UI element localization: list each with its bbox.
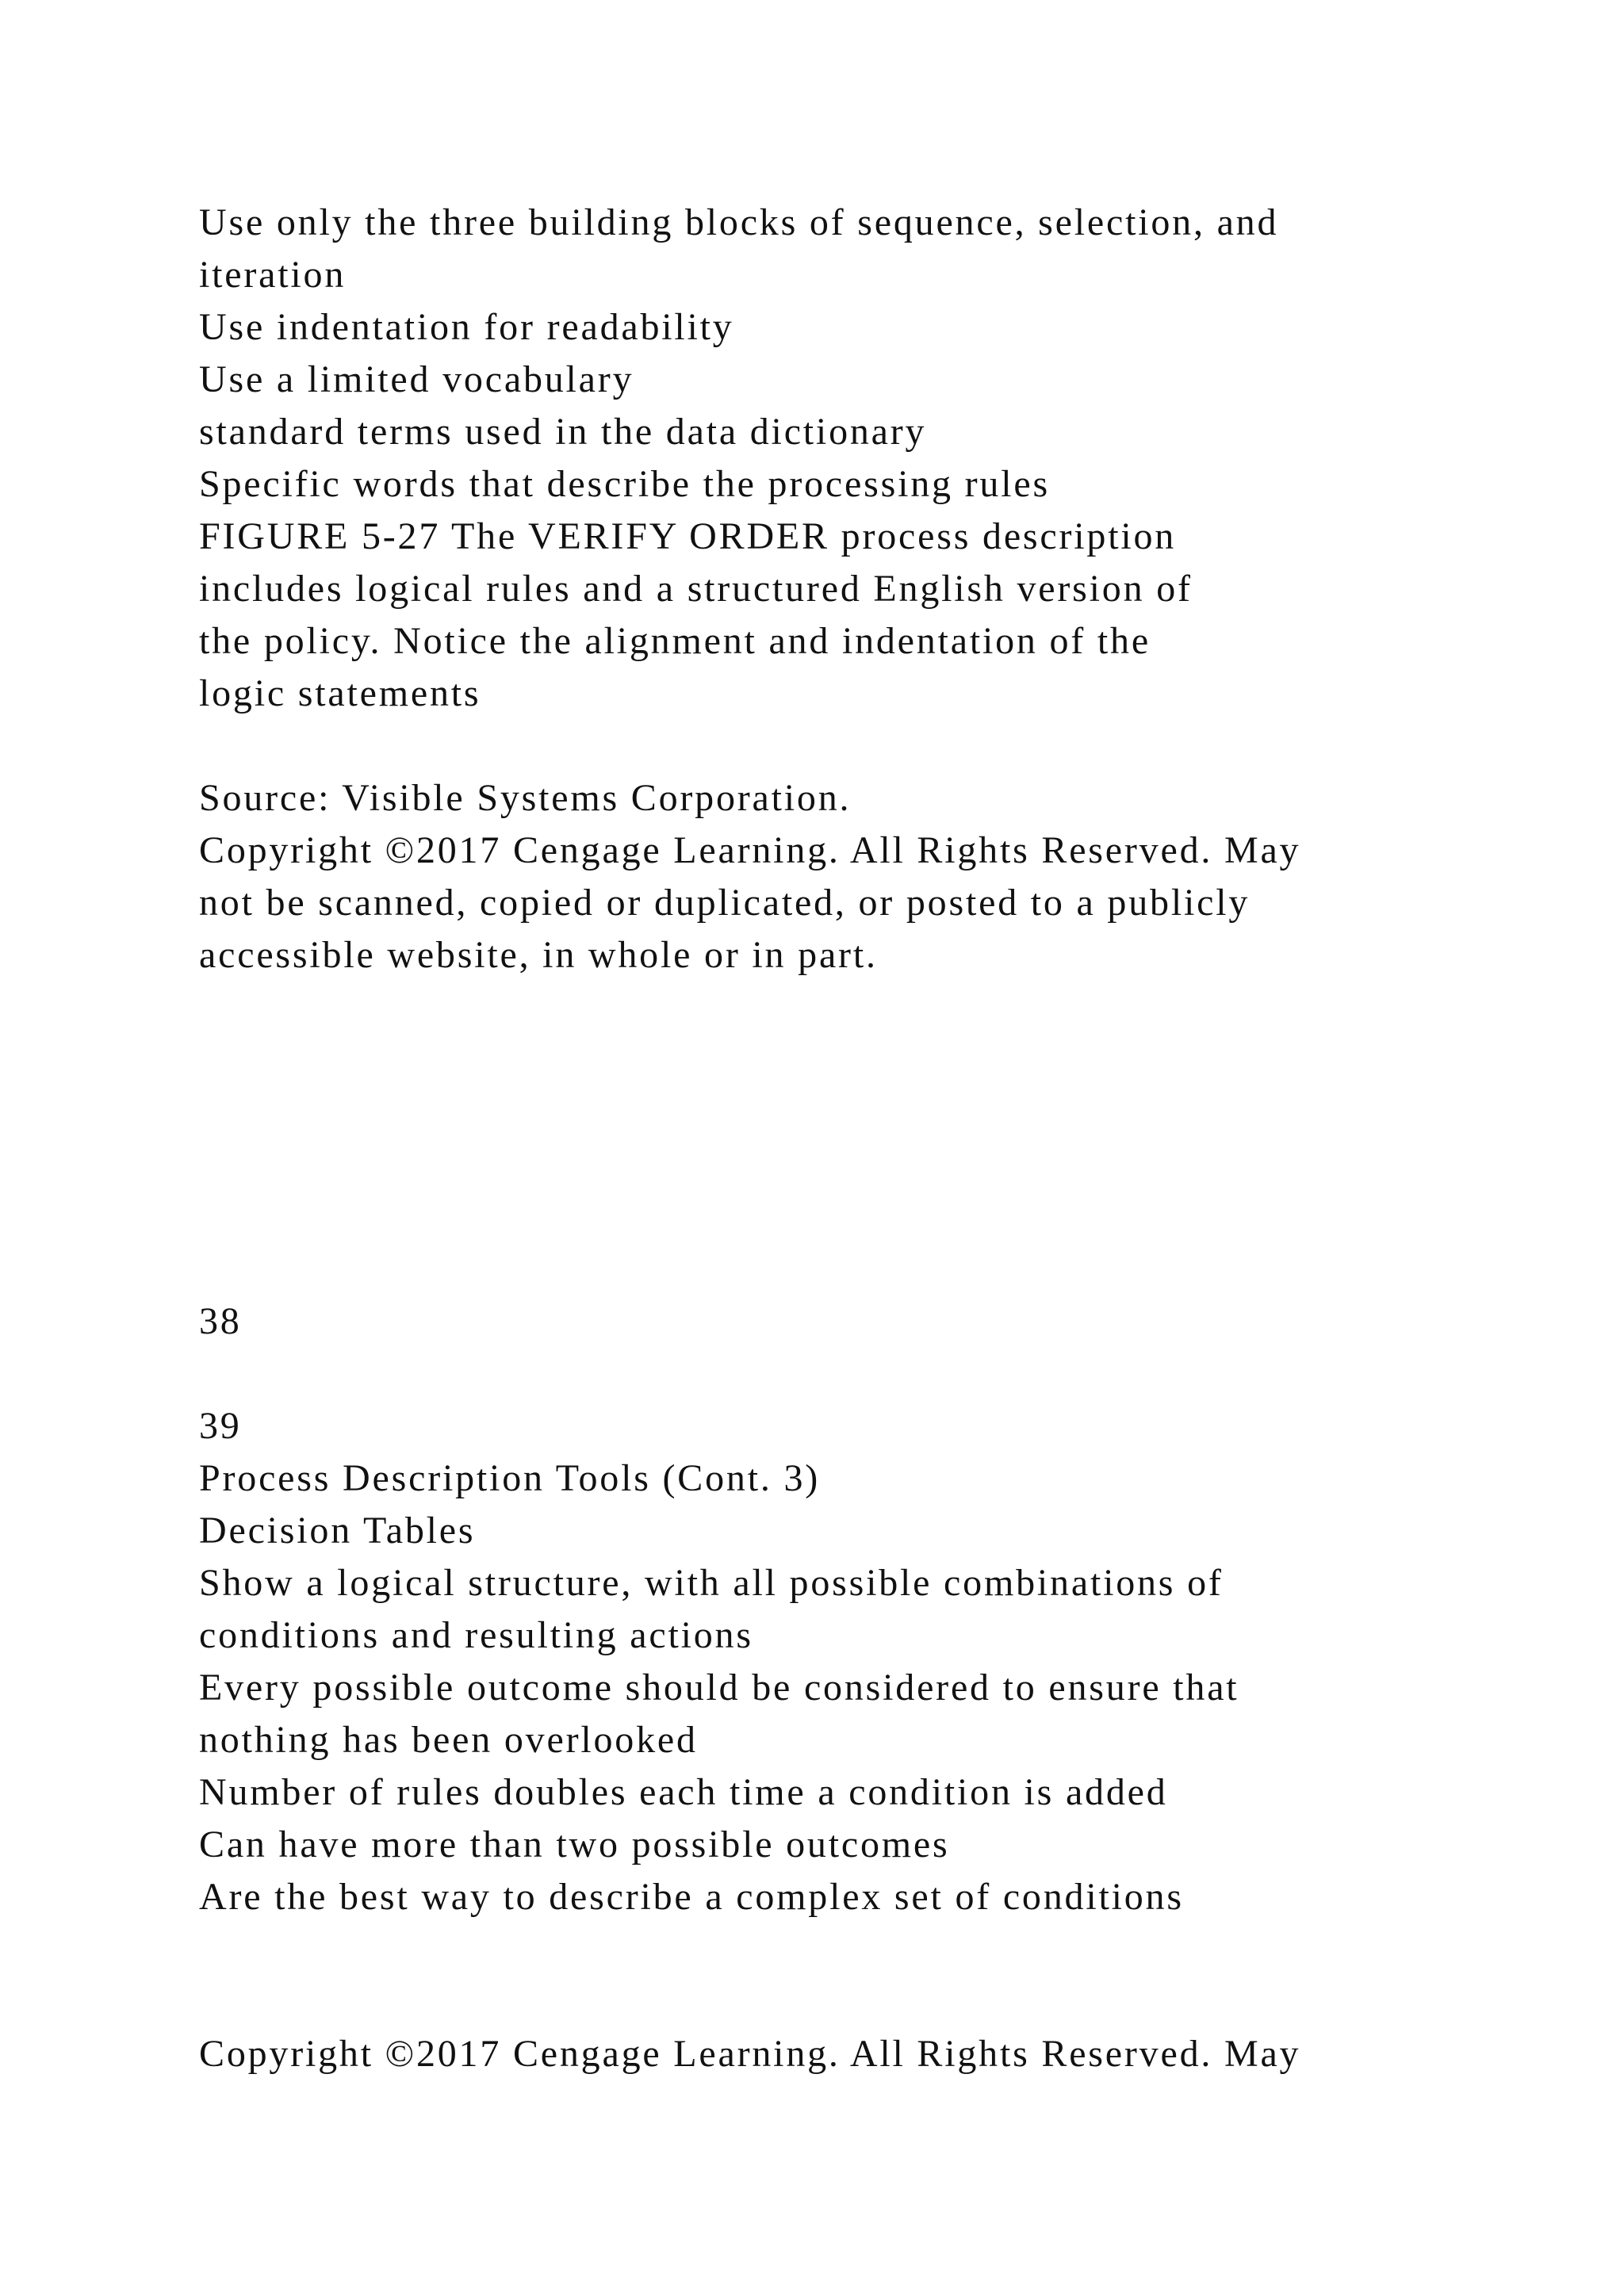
figure-caption-line: FIGURE 5-27 The VERIFY ORDER process description — [199, 515, 1177, 557]
text-line: Use indentation for readability — [199, 306, 734, 348]
text-line: Every possible outcome should be considered to ensure that — [199, 1667, 1239, 1709]
source-line: Source: Visible Systems Corporation. — [199, 777, 852, 819]
text-line: Number of rules doubles each time a condition is added — [199, 1771, 1168, 1813]
slide-number: 39 — [199, 1405, 242, 1447]
copyright-line: accessible website, in whole or in part. — [199, 934, 878, 976]
text-line: standard terms used in the data dictionary — [199, 411, 927, 453]
text-line: nothing has been overlooked — [199, 1719, 698, 1761]
text-line: iteration — [199, 254, 347, 296]
text-line: Are the best way to describe a complex set of conditions — [199, 1876, 1184, 1918]
subsection-title: Decision Tables — [199, 1510, 476, 1552]
text-line: Use only the three building blocks of sequence, selection, and — [199, 201, 1279, 243]
footer-copyright: Copyright ©2017 Cengage Learning. All Rights Reserved. May — [199, 2033, 1301, 2075]
figure-caption-line: includes logical rules and a structured English version of — [199, 568, 1193, 610]
figure-caption-line: the policy. Notice the alignment and indentation of the — [199, 620, 1151, 662]
text-line: conditions and resulting actions — [199, 1614, 753, 1656]
text-line: Show a logical structure, with all possible combinations of — [199, 1562, 1224, 1604]
page-number: 38 — [199, 1300, 242, 1342]
copyright-line: not be scanned, copied or duplicated, or posted to a publicly — [199, 882, 1251, 924]
text-line: Specific words that describe the processing rules — [199, 463, 1050, 505]
copyright-line: Copyright ©2017 Cengage Learning. All Rights Reserved. May — [199, 829, 1301, 871]
section-title: Process Description Tools (Cont. 3) — [199, 1457, 821, 1499]
text-line: Use a limited vocabulary — [199, 358, 634, 400]
text-line: Can have more than two possible outcomes — [199, 1823, 950, 1866]
figure-caption-line: logic statements — [199, 672, 481, 714]
